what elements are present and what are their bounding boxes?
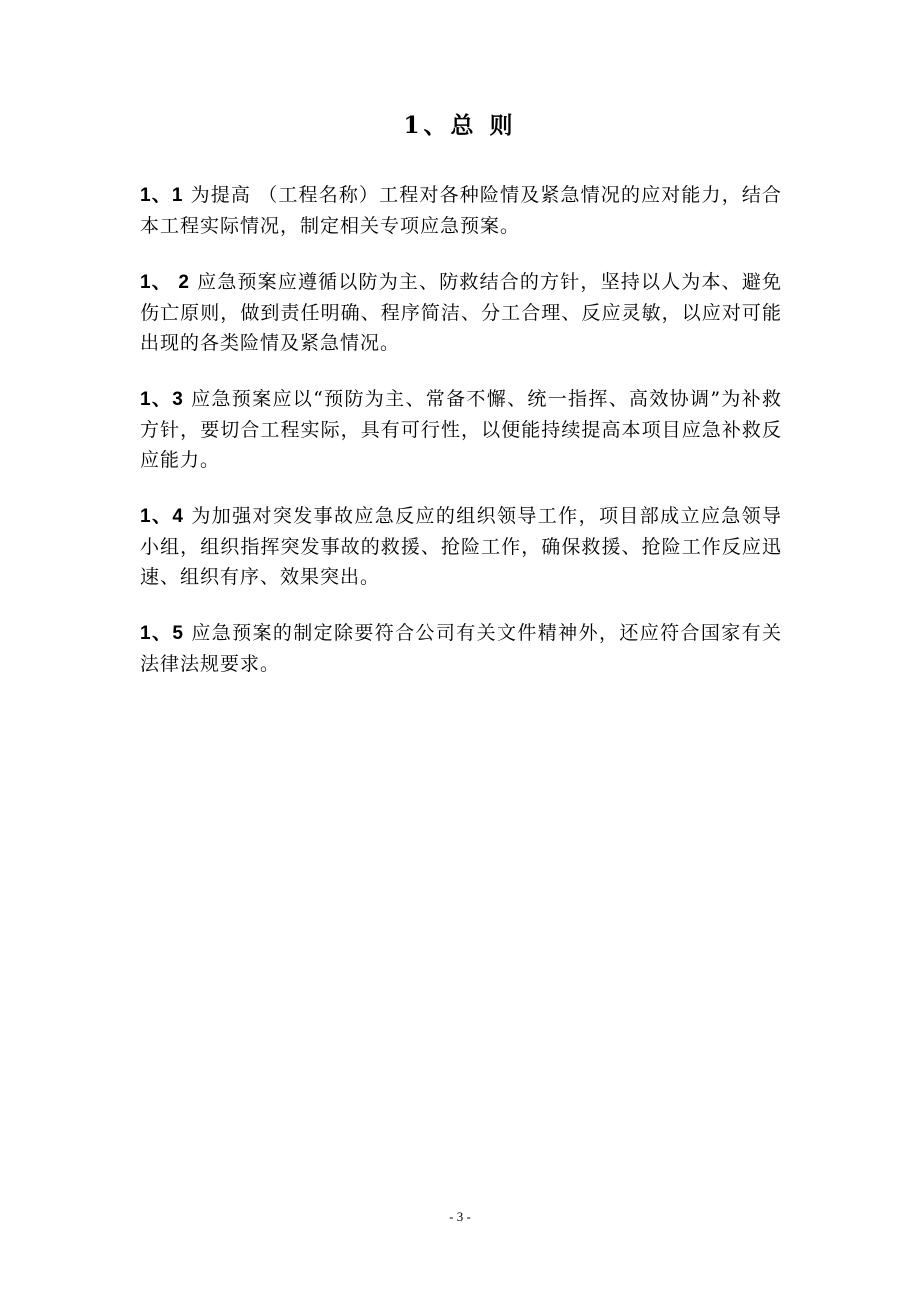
paragraph-1-2 [140, 267, 782, 358]
paragraph-1-5 [140, 618, 782, 679]
paragraph-text: 应急预案应以“预防为主、常备不懈、统一指挥、高效协调”为补救方针，要切合工程实际，具有可行性，以便能持续提高本项目应急补救反应能力。 [140, 388, 783, 471]
paragraph-text: 为提高 （工程名称）工程对各种险情及紧急情况的应对能力，结合本工程实际情况，制定相关专项应急预案。 [140, 184, 782, 237]
paragraph-number: 1、 2 [140, 272, 190, 293]
section-title: 1、总 则 [403, 112, 517, 139]
paragraph-1-1 [140, 180, 782, 241]
paragraph-text: 应急预案的制定除要符合公司有关文件精神外，还应符合国家有关法律法规要求。 [140, 622, 782, 675]
paragraph-number: 1、3 [140, 389, 184, 410]
paragraph-number: 1、4 [140, 506, 184, 527]
paragraph-number: 1、5 [140, 623, 184, 644]
paragraph-number: 1、1 [140, 185, 184, 206]
paragraph-text: 应急预案应遵循以防为主、防救结合的方针，坚持以人为本、避免伤亡原则，做到责任明确、程序简洁、分工合理、反应灵敏，以应对可能出现的各类险情及紧急情况。 [140, 271, 782, 354]
paragraph-1-3 [140, 384, 782, 475]
section-body [140, 180, 782, 705]
paragraph-text: 为加强对突发事故应急反应的组织领导工作，项目部成立应急领导小组，组织指挥突发事故的救援、抢险工作，确保救援、抢险工作反应迅速、组织有序、效果突出。 [140, 505, 782, 588]
page-number: - 3 - [449, 1209, 471, 1224]
paragraph-1-4 [140, 501, 782, 592]
